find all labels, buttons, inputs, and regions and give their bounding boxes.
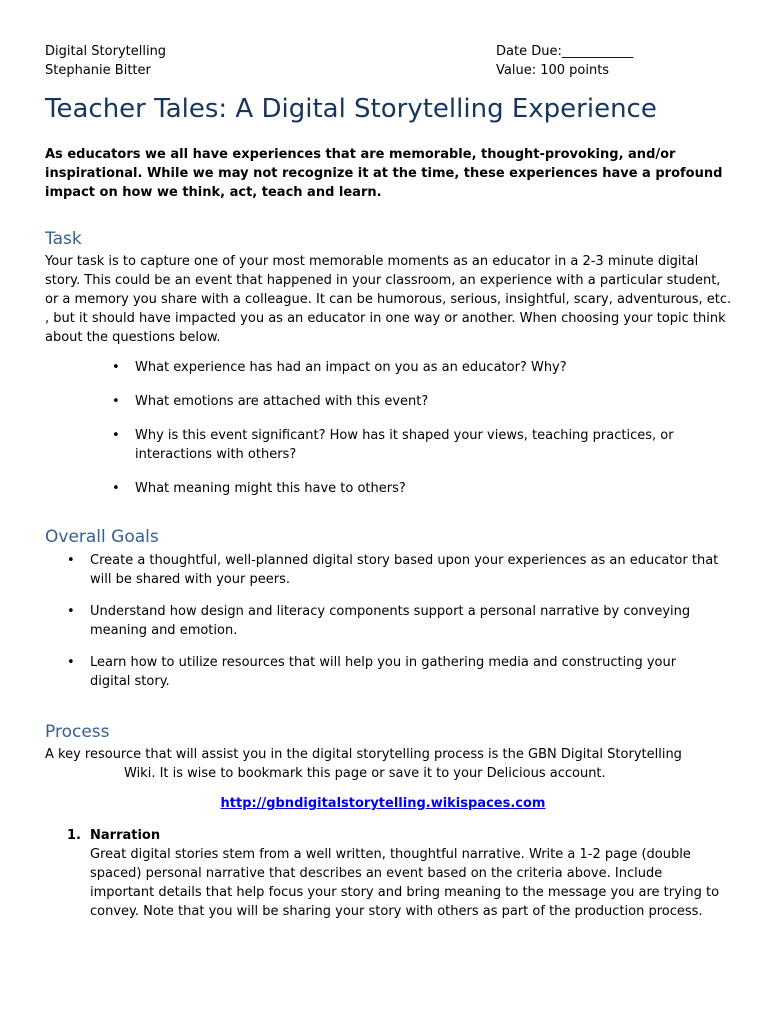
goal-text: Create a thoughtful, well-planned digital story based upon your experiences as an educator that will be shared with your peers. — [90, 553, 719, 587]
bullet-icon: • — [67, 655, 75, 670]
process-paragraph — [45, 745, 735, 783]
step-number: 1. — [67, 828, 81, 843]
bullet-icon: • — [112, 481, 120, 496]
question-text: What emotions are attached with this event? — [135, 394, 429, 409]
process-heading: Process — [45, 722, 110, 742]
course-name: Digital Storytelling — [45, 44, 167, 59]
bullet-icon: • — [67, 604, 75, 619]
process-text-line: A key resource that will assist you in the digital storytelling process is the GBN Digital Storytelling — [45, 747, 682, 762]
goal-text: Learn how to utilize resources that will help you in gathering media and constructing your digital story. — [90, 655, 677, 689]
list-item — [112, 426, 725, 464]
author-name: Stephanie Bitter — [45, 63, 151, 78]
list-item — [67, 602, 720, 640]
question-list — [112, 358, 725, 498]
task-paragraph: Your task is to capture one of your most memorable moments as an educator in a 2-3 minute digital story. This could be an event that happened in your classroom, an experience with a particular student, or a memory you share with a colleague. It can be humorous, serious, insightful, scary, adventurous, etc. , but it should have impacted you as an educator in one way or another. When choosing your topic think about the questions below. — [45, 254, 732, 345]
bullet-icon: • — [112, 394, 120, 409]
bullet-icon: • — [67, 553, 75, 568]
question-text: What meaning might this have to others? — [135, 481, 406, 496]
goal-text: Understand how design and literacy components support a personal narrative by conveying meaning and emotion. — [90, 604, 691, 638]
question-text: What experience has had an impact on you as an educator? Why? — [135, 360, 567, 375]
goals-list — [67, 551, 720, 691]
task-heading: Task — [45, 229, 82, 249]
header-left — [45, 42, 166, 80]
page-title: Teacher Tales: A Digital Storytelling Experience — [45, 94, 657, 124]
list-item — [112, 392, 725, 411]
date-due: Date Due:___________ — [496, 44, 634, 59]
intro-paragraph: As educators we all have experiences that are memorable, thought-provoking, and/or inspirational. While we may not recognize it at the time, these experiences have a profound impact on how we think, act, teach and learn. — [45, 147, 723, 200]
list-item — [67, 551, 720, 589]
wiki-link[interactable]: http://gbndigitalstorytelling.wikispaces.com — [220, 796, 546, 811]
list-item — [67, 653, 720, 691]
bullet-icon: • — [112, 428, 120, 443]
question-text: Why is this event significant? How has it shaped your views, teaching practices, or interactions with others? — [135, 428, 674, 462]
bullet-icon: • — [112, 360, 120, 375]
point-value: Value: 100 points — [496, 63, 610, 78]
process-text-line: Wiki. It is wise to bookmark this page or save it to your Delicious account. — [124, 766, 606, 781]
header-right — [496, 42, 633, 80]
step-title: Narration — [90, 828, 161, 843]
step-text: Great digital stories stem from a well written, thoughtful narrative. Write a 1-2 page (double spaced) personal narrative that describes an event based on the criteria above. Include important details that help focus your story and bring meaning to the message you are trying to convey. Note that you will be sharing your story with others as part of the production process. — [90, 847, 720, 919]
list-item — [112, 479, 725, 498]
list-item — [112, 358, 725, 377]
goals-heading: Overall Goals — [45, 527, 159, 547]
